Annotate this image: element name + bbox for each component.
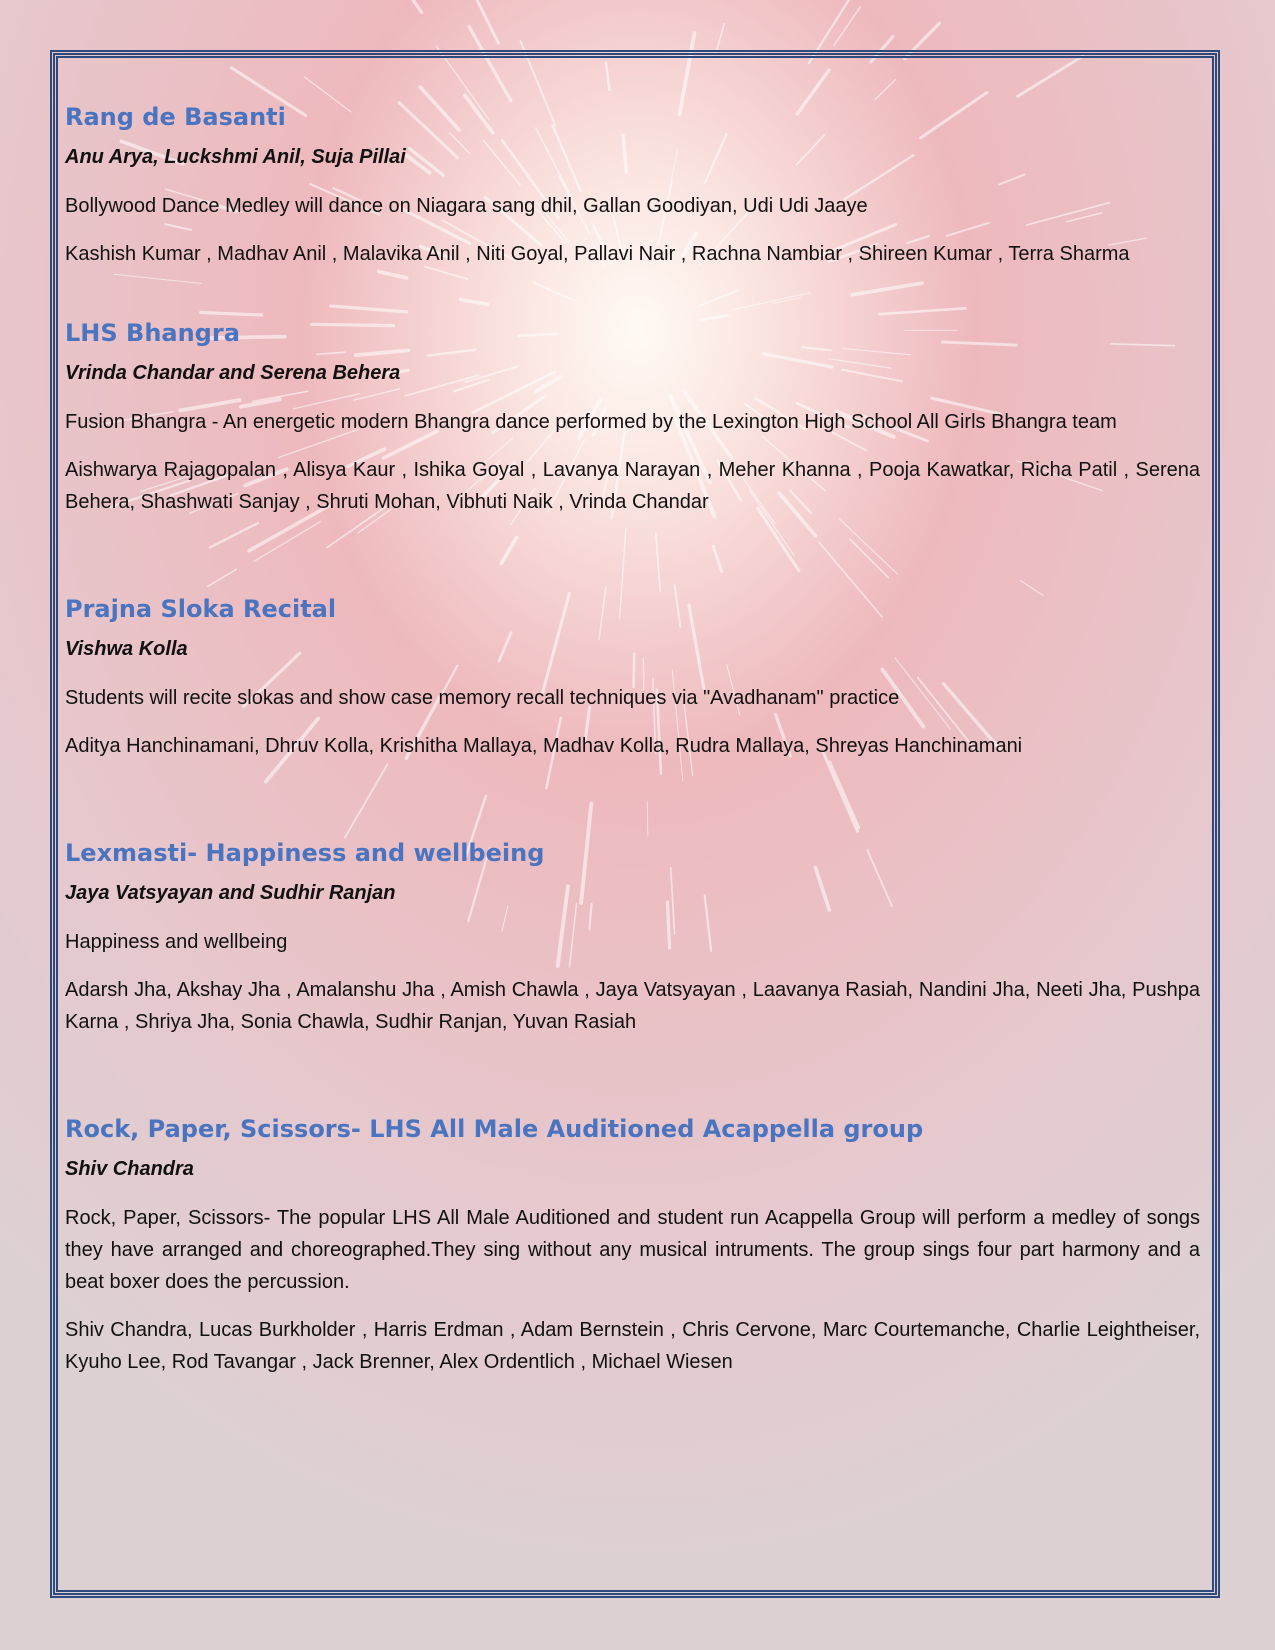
performance-section xyxy=(65,1104,1200,1378)
performance-members: Aditya Hanchinamani, Dhruv Kolla, Krishitha Mallaya, Madhav Kolla, Rudra Mallaya, Shreyas Hanchinamani xyxy=(65,735,1023,757)
performance-members: Aishwarya Rajagopalan , Alisya Kaur , Ishika Goyal , Lavanya Narayan , Meher Khanna , Pooja Kawatkar, Richa Patil , Serena Behera, Shashwati Sanjay , Shruti Mohan, Vibhuti Naik , Vrinda Chandar xyxy=(65,459,1200,513)
performance-members: Kashish Kumar , Madhav Anil , Malavika Anil , Niti Goyal, Pallavi Nair , Rachna Nambiar , Shireen Kumar , Terra Sharma xyxy=(65,243,1130,265)
performance-description: Bollywood Dance Medley will dance on Niagara sang dhil, Gallan Goodiyan, Udi Udi Jaaye xyxy=(65,195,868,217)
performance-coach: Vrinda Chandar and Serena Behera xyxy=(65,362,401,384)
performance-title: Rock, Paper, Scissors- LHS All Male Auditioned Acappella group xyxy=(65,1115,924,1143)
performance-section xyxy=(65,92,1200,270)
performance-title: Lexmasti- Happiness and wellbeing xyxy=(65,839,545,867)
performance-title: Prajna Sloka Recital xyxy=(65,595,337,623)
performance-coach: Jaya Vatsyayan and Sudhir Ranjan xyxy=(65,882,396,904)
performance-description: Happiness and wellbeing xyxy=(65,931,288,953)
performance-section xyxy=(65,828,1200,1038)
program-content xyxy=(65,92,1200,1378)
performance-members: Shiv Chandra, Lucas Burkholder , Harris Erdman , Adam Bernstein , Chris Cervone, Marc Courtemanche, Charlie Leightheiser, Kyuho Lee, Rod Tavangar , Jack Brenner, Alex Ordentlich , Michael Wiesen xyxy=(65,1319,1200,1373)
performance-title: Rang de Basanti xyxy=(65,103,286,131)
performance-description: Rock, Paper, Scissors- The popular LHS All Male Auditioned and student run Acappella Group will perform a medley of songs they have arranged and choreographed.They sing without any musical intruments. The group sings four part harmony and a beat boxer does the percussion. xyxy=(65,1207,1200,1293)
performance-coach: Anu Arya, Luckshmi Anil, Suja Pillai xyxy=(65,146,406,168)
performance-title: LHS Bhangra xyxy=(65,319,240,347)
performance-description: Students will recite slokas and show case memory recall techniques via "Avadhanam" practice xyxy=(65,687,900,709)
performance-section xyxy=(65,308,1200,518)
performance-members: Adarsh Jha, Akshay Jha , Amalanshu Jha , Amish Chawla , Jaya Vatsyayan , Laavanya Rasiah, Nandini Jha, Neeti Jha, Pushpa Karna , Shriya Jha, Sonia Chawla, Sudhir Ranjan, Yuvan Rasiah xyxy=(65,979,1200,1033)
performance-coach: Shiv Chandra xyxy=(65,1158,194,1180)
performance-section xyxy=(65,584,1200,762)
performance-coach: Vishwa Kolla xyxy=(65,638,188,660)
performance-description: Fusion Bhangra - An energetic modern Bhangra dance performed by the Lexington High School All Girls Bhangra team xyxy=(65,411,1117,433)
